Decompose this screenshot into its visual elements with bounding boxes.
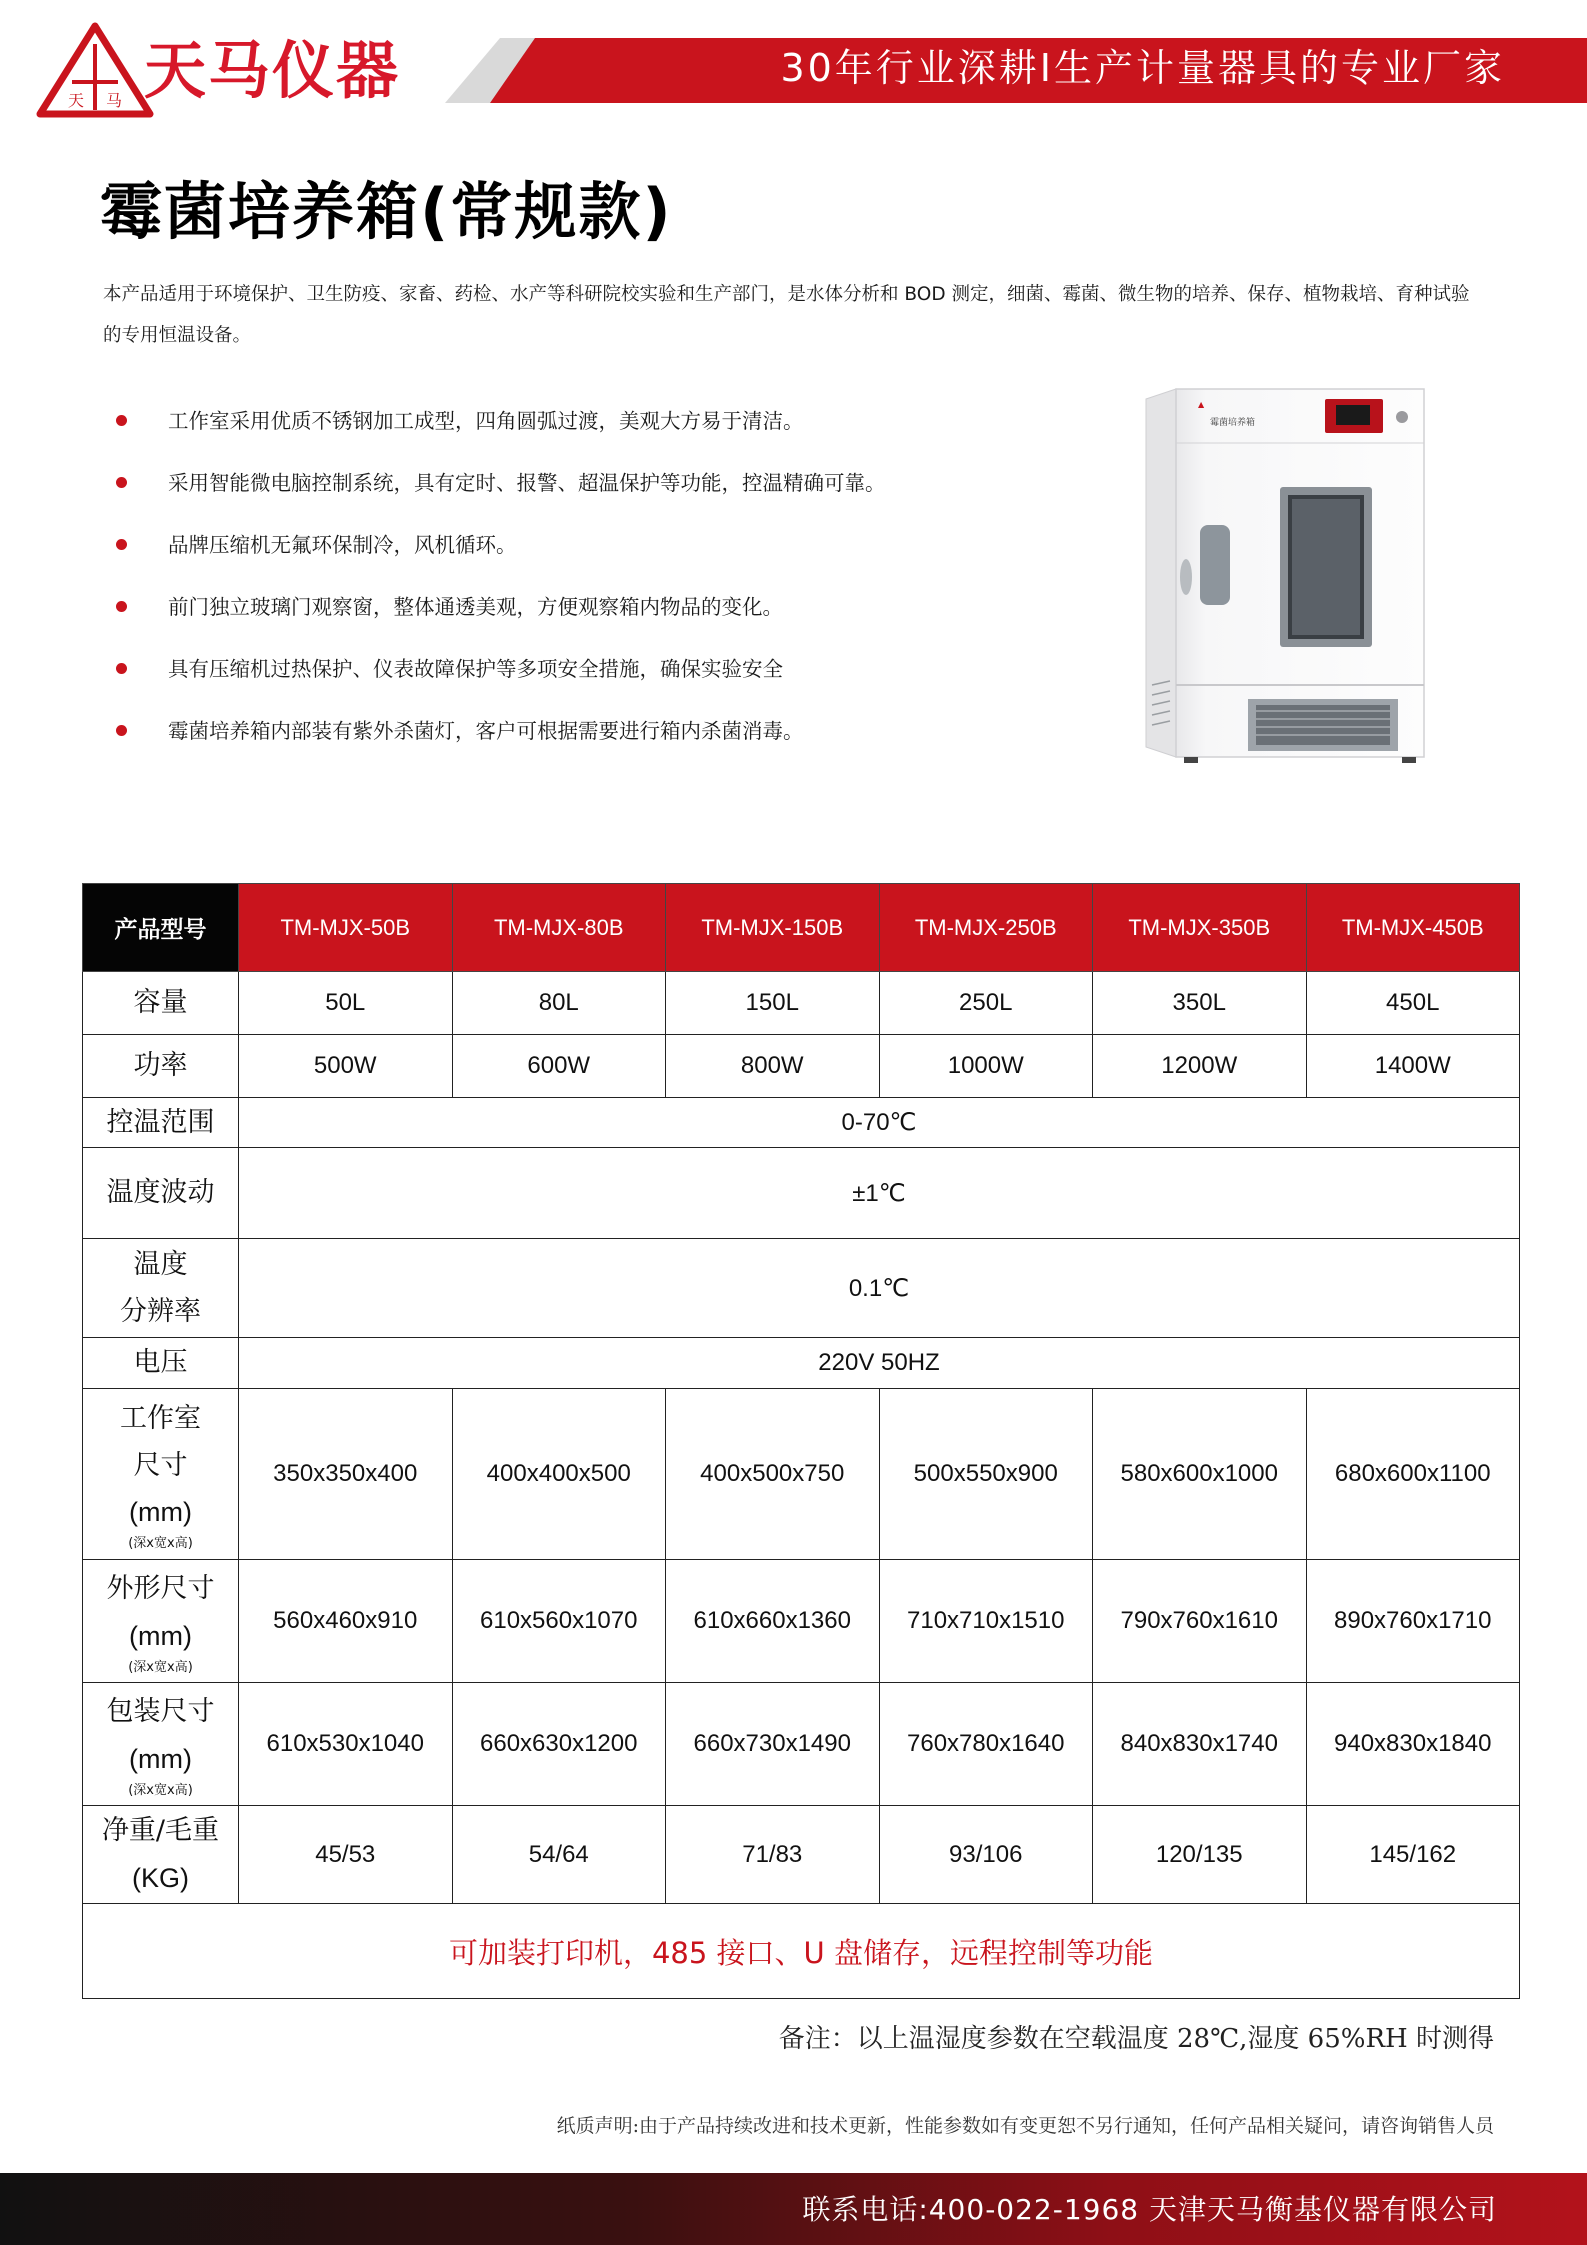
header-cell-model: TM-MJX-50B	[239, 884, 453, 972]
feature-text: 具有压缩机过热保护、仪表故障保护等多项安全措施，确保实验安全	[168, 657, 783, 681]
table-cell-merged: 220V 50HZ	[239, 1338, 1520, 1389]
table-cell: 660x730x1490	[666, 1683, 880, 1806]
table-cell: 580x600x1000	[1093, 1389, 1307, 1560]
remark-text: 备注：以上温湿度参数在空载温度 28℃,湿度 65%RH 时测得	[778, 2024, 1494, 2054]
table-row-chamber-size	[83, 1389, 1520, 1560]
logo-emblem-char-2: 马	[105, 91, 123, 110]
table-row-capacity	[83, 972, 1520, 1035]
table-cell: 400x400x500	[452, 1389, 666, 1560]
feature-item	[112, 514, 912, 576]
table-cell: 150L	[666, 972, 880, 1035]
table-cell: 800W	[666, 1035, 880, 1098]
footer-contact: 联系电话:400-022-1968 天津天马衡基仪器有限公司	[802, 2193, 1497, 2226]
row-label-unit: (mm)	[129, 1620, 192, 1651]
table-cell: 1400W	[1306, 1035, 1520, 1098]
bullet-dot-icon	[116, 663, 127, 674]
row-label-unit: (mm)	[129, 1497, 192, 1528]
table-cell-merged: 0-70℃	[239, 1098, 1520, 1148]
feature-item	[112, 700, 912, 762]
row-label-unit: (KG)	[132, 1862, 189, 1893]
table-row-temp-range	[83, 1098, 1520, 1148]
row-label: 温度波动	[83, 1148, 239, 1239]
row-label-unit: (mm)	[129, 1743, 192, 1774]
table-cell: 1000W	[879, 1035, 1093, 1098]
row-label-sub: (深x宽x高)	[128, 1536, 193, 1552]
table-cell: 80L	[452, 972, 666, 1035]
panel-label: 霉菌培养箱	[1210, 418, 1256, 428]
table-cell: 890x760x1710	[1306, 1560, 1520, 1683]
table-cell: 1200W	[1093, 1035, 1307, 1098]
feature-text: 工作室采用优质不锈钢加工成型，四角圆弧过渡，美观大方易于清洁。	[168, 409, 804, 433]
row-label: 功率	[83, 1035, 239, 1098]
table-cell: 760x780x1640	[879, 1683, 1093, 1806]
feature-text: 品牌压缩机无氟环保制冷，风机循环。	[168, 533, 517, 557]
table-cell: 500x550x900	[879, 1389, 1093, 1560]
bullet-dot-icon	[116, 539, 127, 550]
disclaimer-text: 纸质声明:由于产品持续改进和技术更新，性能参数如有变更恕不另行通知，任何产品相关疑问，请咨询销售人员	[556, 2115, 1494, 2137]
header-cell-model: TM-MJX-250B	[879, 884, 1093, 972]
row-label-line: 分辨率	[120, 1296, 201, 1327]
table-header-row	[83, 884, 1520, 972]
bullet-dot-icon	[116, 725, 127, 736]
row-label-sub: (深x宽x高)	[128, 1782, 193, 1798]
row-label: 容量	[83, 972, 239, 1035]
row-label	[83, 1806, 239, 1904]
table-cell-merged: 0.1℃	[239, 1239, 1520, 1338]
header-cell-model-label: 产品型号	[83, 884, 239, 972]
feature-list	[112, 390, 912, 762]
table-cell: 840x830x1740	[1093, 1683, 1307, 1806]
table-cell: 145/162	[1306, 1806, 1520, 1904]
table-row-temp-fluctuation	[83, 1148, 1520, 1239]
table-cell: 610x560x1070	[452, 1560, 666, 1683]
header-cell-model: TM-MJX-80B	[452, 884, 666, 972]
table-row-weight	[83, 1806, 1520, 1904]
table-cell: 710x710x1510	[879, 1560, 1093, 1683]
row-label-line: 净重/毛重	[101, 1815, 220, 1847]
table-cell: 54/64	[452, 1806, 666, 1904]
feature-item	[112, 638, 912, 700]
table-cell: 350x350x400	[239, 1389, 453, 1560]
row-label	[83, 1683, 239, 1806]
row-label-line: 包装尺寸	[106, 1696, 215, 1728]
table-cell: 680x600x1100	[1306, 1389, 1520, 1560]
table-cell: 50L	[239, 972, 453, 1035]
feature-text: 采用智能微电脑控制系统，具有定时、报警、超温保护等功能，控温精确可靠。	[168, 471, 886, 495]
row-label: 电压	[83, 1338, 239, 1389]
row-label	[83, 1389, 239, 1560]
table-cell: 610x530x1040	[239, 1683, 453, 1806]
row-label	[83, 1239, 239, 1338]
options-note: 可加装打印机，485 接口、U 盘储存，远程控制等功能	[83, 1904, 1520, 1999]
table-cell-merged: ±1℃	[239, 1148, 1520, 1239]
logo-emblem-char-1: 天	[67, 91, 85, 110]
table-row-options	[83, 1904, 1520, 1999]
row-label-sub: (深x宽x高)	[128, 1659, 193, 1675]
bullet-dot-icon	[116, 415, 127, 426]
table-row-voltage	[83, 1338, 1520, 1389]
table-cell: 93/106	[879, 1806, 1093, 1904]
row-label-line: 外形尺寸	[106, 1573, 215, 1605]
row-label: 控温范围	[83, 1098, 239, 1148]
product-image	[1140, 385, 1430, 765]
table-row-outer-size	[83, 1560, 1520, 1683]
feature-text: 前门独立玻璃门观察窗，整体通透美观，方便观察箱内物品的变化。	[168, 595, 783, 619]
table-cell: 940x830x1840	[1306, 1683, 1520, 1806]
table-cell: 250L	[879, 972, 1093, 1035]
table-cell: 45/53	[239, 1806, 453, 1904]
svg-text:▲: ▲	[1198, 400, 1205, 409]
page-title: 霉菌培养箱(常规款)	[100, 175, 673, 248]
table-cell: 660x630x1200	[452, 1683, 666, 1806]
header-cell-model: TM-MJX-150B	[666, 884, 880, 972]
feature-text: 霉菌培养箱内部装有紫外杀菌灯，客户可根据需要进行箱内杀菌消毒。	[168, 719, 804, 743]
spec-table	[82, 883, 1520, 1999]
table-cell: 600W	[452, 1035, 666, 1098]
company-logo	[36, 22, 406, 122]
table-cell: 560x460x910	[239, 1560, 453, 1683]
bullet-dot-icon	[116, 601, 127, 612]
header-slogan: 30年行业深耕I生产计量器具的专业厂家	[780, 46, 1505, 90]
row-label-line: 工作室	[120, 1402, 201, 1434]
header-cell-model: TM-MJX-450B	[1306, 884, 1520, 972]
feature-item	[112, 576, 912, 638]
table-cell: 450L	[1306, 972, 1520, 1035]
table-cell: 500W	[239, 1035, 453, 1098]
product-intro: 本产品适用于环境保护、卫生防疫、家畜、药检、水产等科研院校实验和生产部门，是水体分析和 BOD 测定，细菌、霉菌、微生物的培养、保存、植物栽培、育种试验的专用恒温设备。	[103, 284, 1470, 346]
header-cell-model: TM-MJX-350B	[1093, 884, 1307, 972]
table-cell: 350L	[1093, 972, 1307, 1035]
row-label	[83, 1560, 239, 1683]
table-cell: 71/83	[666, 1806, 880, 1904]
row-label-line: 温度	[133, 1248, 188, 1280]
page-footer	[0, 2173, 1587, 2245]
logo-text: 天马仪器	[144, 34, 401, 107]
bullet-dot-icon	[116, 477, 127, 488]
table-cell: 790x760x1610	[1093, 1560, 1307, 1683]
feature-item	[112, 452, 912, 514]
table-row-power	[83, 1035, 1520, 1098]
page-header	[0, 0, 1587, 120]
table-cell: 400x500x750	[666, 1389, 880, 1560]
logo-emblem-icon	[36, 22, 154, 118]
table-cell: 120/135	[1093, 1806, 1307, 1904]
row-label-line: 尺寸	[133, 1449, 188, 1481]
table-row-temp-resolution	[83, 1239, 1520, 1338]
table-cell: 610x660x1360	[666, 1560, 880, 1683]
feature-item	[112, 390, 912, 452]
table-row-package-size	[83, 1683, 1520, 1806]
